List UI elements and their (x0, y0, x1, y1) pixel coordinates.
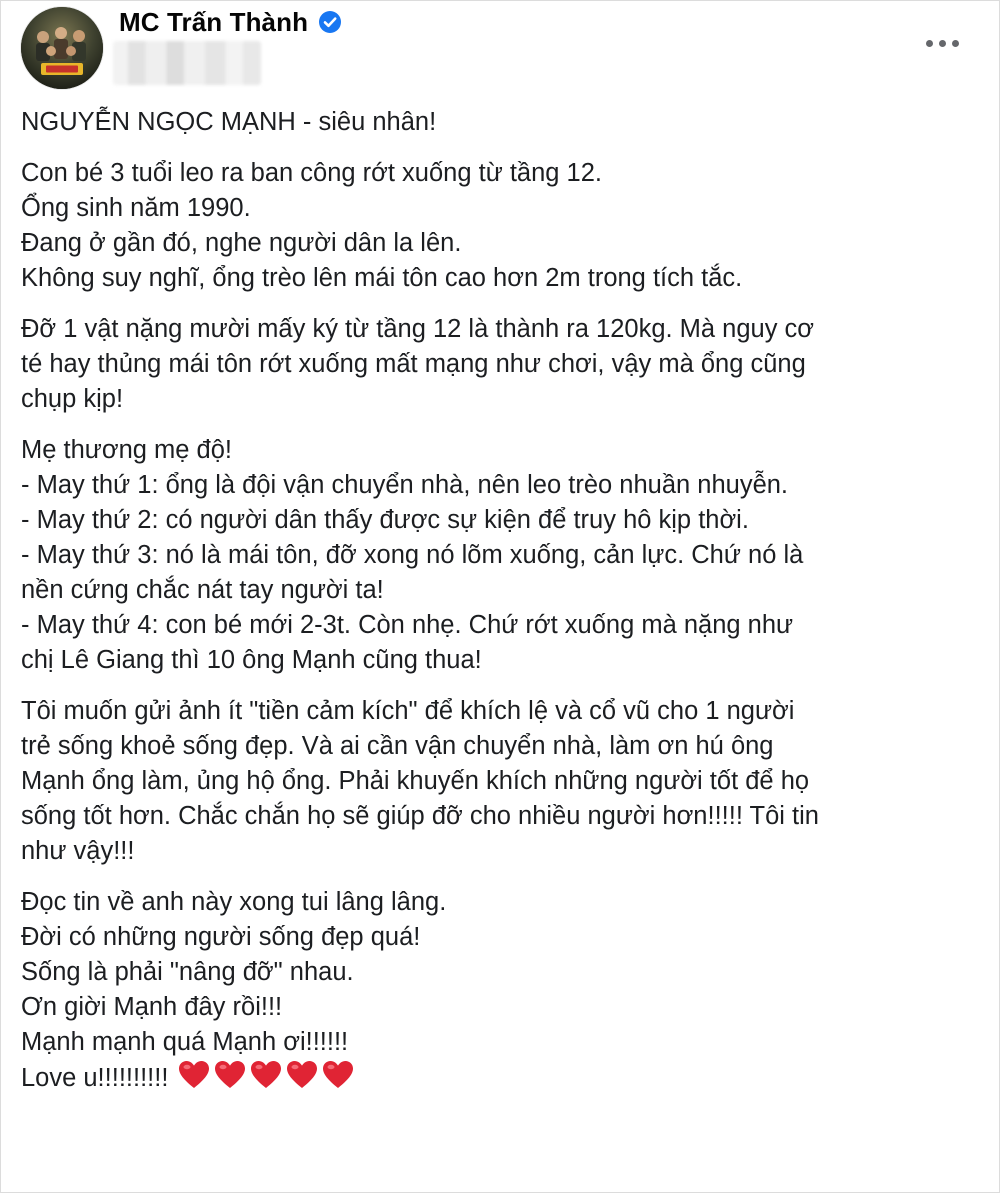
red-heart-icon (214, 1060, 246, 1090)
text-line: như vậy!!! (21, 837, 135, 865)
author-line (119, 5, 342, 39)
paragraph-1 (21, 105, 981, 140)
post-text (21, 105, 981, 1112)
text-line: Sống là phải "nâng đỡ" nhau. (21, 958, 354, 986)
text-line: - May thứ 1: ổng là đội vận chuyển nhà, nên leo trèo nhuần nhuyễn. (21, 471, 789, 499)
author-name[interactable]: MC Trấn Thành (119, 6, 309, 37)
text-line: Đỡ 1 vật nặng mười mấy ký từ tầng 12 là thành ra 120kg. Mà nguy cơ (21, 315, 815, 343)
text-line: Ổng sinh năm 1990. (21, 194, 251, 222)
text-line: trẻ sống khoẻ sống đẹp. Và ai cần vận chuyển nhà, làm ơn hú ông (21, 732, 774, 760)
paragraph-3 (21, 312, 981, 417)
verified-badge-icon (318, 10, 342, 34)
more-options-icon-dot (939, 40, 946, 47)
author-avatar[interactable] (21, 7, 103, 89)
last-line (21, 1060, 981, 1096)
text-line: Tôi muốn gửi ảnh ít "tiền cảm kích" để khích lệ và cổ vũ cho 1 người (21, 697, 795, 725)
text-line: - May thứ 3: nó là mái tôn, đỡ xong nó lõm xuống, cản lực. Chứ nó là (21, 541, 804, 569)
paragraph-5 (21, 694, 981, 869)
text-line: Đời có những người sống đẹp quá! (21, 923, 421, 951)
text-line: chụp kịp! (21, 385, 124, 413)
text-line: NGUYỄN NGỌC MẠNH - siêu nhân! (21, 108, 437, 136)
text-line: Đọc tin về anh này xong tui lâng lâng. (21, 888, 447, 916)
post-meta-blurred (113, 41, 261, 85)
red-heart-icon (250, 1060, 282, 1090)
text-line: Ơn giời Mạnh đây rồi!!! (21, 993, 283, 1021)
paragraph-4 (21, 433, 981, 678)
text-line: Mạnh mạnh quá Mạnh ơi!!!!!! (21, 1028, 349, 1056)
text-line: chị Lê Giang thì 10 ông Mạnh cũng thua! (21, 646, 482, 674)
text-line: Không suy nghĩ, ổng trèo lên mái tôn cao hơn 2m trong tích tắc. (21, 264, 743, 292)
text-line: nền cứng chắc nát tay người ta! (21, 576, 384, 604)
text-line: sống tốt hơn. Chắc chắn họ sẽ giúp đỡ cho nhiều người hơn!!!!! Tôi tin (21, 802, 819, 830)
more-options-button[interactable] (917, 29, 967, 57)
text-line: Mạnh ổng làm, ủng hộ ổng. Phải khuyến khích những người tốt để họ (21, 767, 810, 795)
red-heart-icon (178, 1060, 210, 1090)
text-line: - May thứ 4: con bé mới 2-3t. Còn nhẹ. Chứ rớt xuống mà nặng như (21, 611, 794, 639)
avatar-image (21, 7, 103, 89)
paragraph-2 (21, 156, 981, 296)
red-heart-icon (322, 1060, 354, 1090)
text-line: Đang ở gần đó, nghe người dân la lên. (21, 229, 462, 257)
more-options-icon-dot (952, 40, 959, 47)
text-line: Con bé 3 tuổi leo ra ban công rớt xuống từ tầng 12. (21, 159, 603, 187)
text-line: Mẹ thương mẹ độ! (21, 436, 232, 464)
text-line: té hay thủng mái tôn rớt xuống mất mạng như chơi, vậy mà ổng cũng (21, 350, 806, 378)
love-text: Love u!!!!!!!!!! (21, 1064, 169, 1092)
more-options-icon (926, 40, 933, 47)
paragraph-6 (21, 885, 981, 1096)
text-line: - May thứ 2: có người dân thấy được sự kiện để truy hô kịp thời. (21, 506, 749, 534)
hearts-row (178, 1060, 354, 1090)
post-header (1, 1, 1000, 96)
red-heart-icon (286, 1060, 318, 1090)
